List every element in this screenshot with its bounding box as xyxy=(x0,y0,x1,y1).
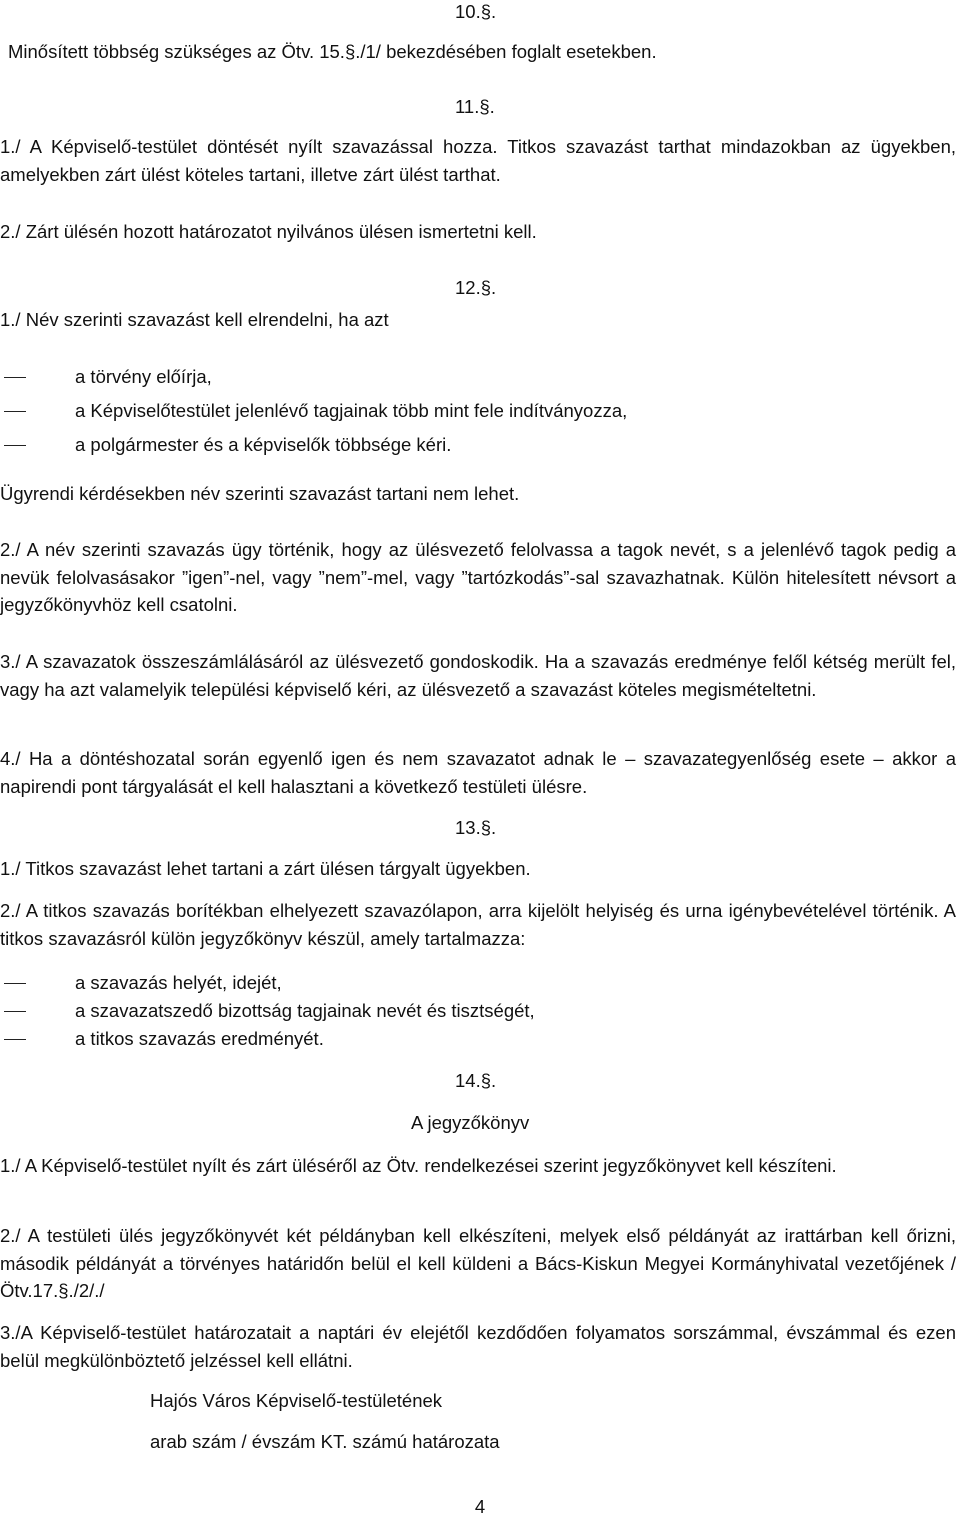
section-11-paragraph-1: 1./ A Képviselő-testület döntését nyílt szavazással hozza. Titkos szavazást tarthat mindazokban az ügyekben, amelyekben zárt ülést köteles tartani, illetve zárt ülést tarthat. xyxy=(0,136,956,185)
signature-line-1: Hajós Város Képviselő-testületének xyxy=(150,1390,443,1411)
section-14-heading: 14.§. xyxy=(455,1070,497,1091)
page-number: 4 xyxy=(474,1496,486,1517)
section-13-heading: 13.§. xyxy=(455,817,497,838)
list-item: a Képviselőtestület jelenlévő tagjainak több mint fele indítványozza, xyxy=(75,400,628,421)
list-item: a törvény előírja, xyxy=(75,366,212,387)
section-14-subheading: A jegyzőkönyv xyxy=(411,1112,530,1133)
dash-bullet xyxy=(4,445,26,446)
section-13-paragraph-2: 2./ A titkos szavazás borítékban elhelyezett szavazólapon, arra kijelölt helyiség és urna igénybevételével történik. A titkos szavazásról külön jegyzőkönyv készül, amely tartalmazza: xyxy=(0,900,956,949)
section-12-paragraph-2: 2./ A név szerinti szavazás ügy történik, hogy az ülésvezető felolvassa a tagok nevét, s a jelenlévő tagok pedig a nevük felolvasásakor ”igen”-nel, vagy ”nem”-mel, vagy ”tartózkodás”-sal szavazhatnak. Külön hitelesített névsort a jegyzőkönyvhöz kell csatolni. xyxy=(0,539,956,615)
section-12-heading: 12.§. xyxy=(455,277,497,298)
list-item: a polgármester és a képviselők többsége kéri. xyxy=(75,434,452,455)
section-12-paragraph-4: 4./ Ha a döntéshozatal során egyenlő igen és nem szavazatot adnak le – szavazategyenlőség esete – akkor a napirendi pont tárgyalását el kell halasztani a következő testületi ülésre. xyxy=(0,748,956,797)
section-12-paragraph-3: 3./ A szavazatok összeszámlálásáról az ülésvezető gondoskodik. Ha a szavazás eredménye felől kétség merült fel, vagy ha azt valamelyik települési képviselő kéri, az ülésvezető a szavazást köteles megismételtetni. xyxy=(0,651,956,700)
dash-bullet xyxy=(4,377,26,378)
section-11-paragraph-2: 2./ Zárt ülésén hozott határozatot nyilvános ülésen ismertetni kell. xyxy=(0,221,537,242)
dash-bullet xyxy=(4,1011,26,1012)
section-10-paragraph-1: Minősített többség szükséges az Ötv. 15.§./1/ bekezdésében foglalt esetekben. xyxy=(8,41,657,62)
section-12-paragraph-1b: Ügyrendi kérdésekben név szerinti szavazást tartani nem lehet. xyxy=(0,483,520,504)
list-item: a szavazás helyét, idejét, xyxy=(75,972,282,993)
list-item: a titkos szavazás eredményét. xyxy=(75,1028,324,1049)
section-11-heading: 11.§. xyxy=(455,96,495,117)
section-14-paragraph-3: 3./A Képviselő-testület határozatait a naptári év elejétől kezdődően folyamatos sorszámmal, évszámmal és ezen belül megkülönböztető jelzéssel kell ellátni. xyxy=(0,1322,956,1371)
list-item: a szavazatszedő bizottság tagjainak nevét és tisztségét, xyxy=(75,1000,535,1021)
section-14-paragraph-2: 2./ A testületi ülés jegyzőkönyvét két példányban kell elkészíteni, melyek első példányát az irattárban kell őrizni, második példányát a törvényes határidőn belül el kell küldeni a Bács-Kiskun Megyei Kormányhivatal vezetőjének /Ötv.17.§./2/./ xyxy=(0,1225,956,1301)
section-10-heading: 10.§. xyxy=(455,1,497,22)
dash-bullet xyxy=(4,983,26,984)
section-12-paragraph-1: 1./ Név szerinti szavazást kell elrendelni, ha azt xyxy=(0,309,389,330)
dash-bullet xyxy=(4,411,26,412)
section-13-paragraph-1: 1./ Titkos szavazást lehet tartani a zárt ülésen tárgyalt ügyekben. xyxy=(0,858,531,879)
section-14-paragraph-1: 1./ A Képviselő-testület nyílt és zárt üléséről az Ötv. rendelkezései szerint jegyzőkönyvet kell készíteni. xyxy=(0,1155,837,1176)
dash-bullet xyxy=(4,1039,26,1040)
signature-line-2: arab szám / évszám KT. számú határozata xyxy=(150,1431,500,1452)
